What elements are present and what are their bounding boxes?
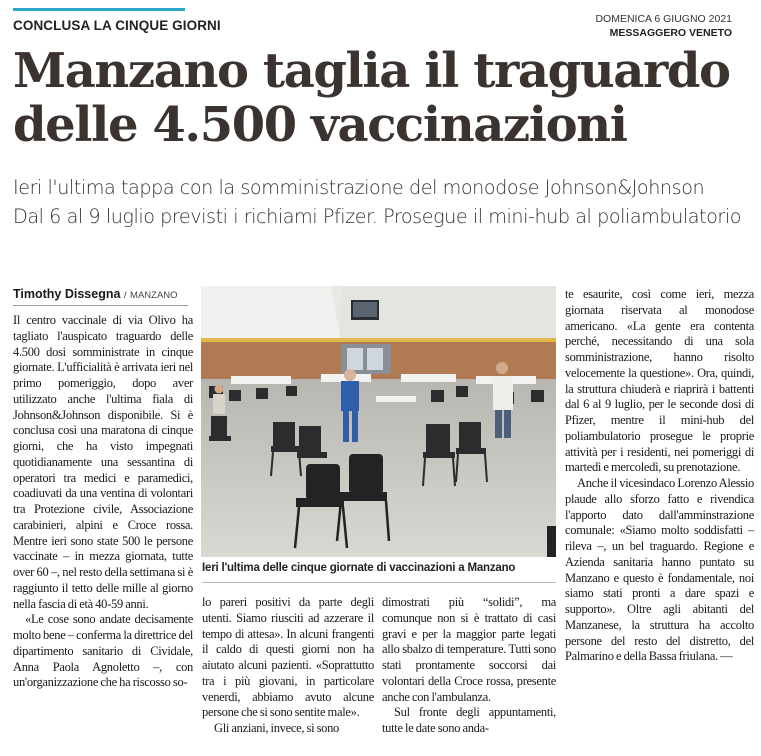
paragraph: dimostrati più “solidi”, ma comunque non si è trattato di casi gravi e per la maggior parte legati allo sbalzo di temperature. Tutti sono stati prontamente soccorsi dai volontari della Croce rossa, presente anche con l'ambulanza. — [382, 595, 556, 704]
kicker: CONCLUSA LA CINQUE GIORNI — [13, 18, 221, 33]
byline-rule — [13, 305, 188, 306]
byline-author: Timothy Dissegna — [13, 287, 121, 301]
headline-line-1: Manzano taglia il traguardo — [13, 43, 730, 99]
article-column-1 — [13, 313, 193, 691]
byline-place: MANZANO — [130, 290, 178, 301]
subheadline-line-1: Ieri l'ultima tappa con la somministrazione del monodose Johnson&Johnson — [13, 176, 705, 199]
paragraph: «Le cose sono andate decisamente molto bene – conferma la direttrice del dipartimento sanitario di Cividale, Anna Paola Agnoletto –, con un'organizzazione che ha riscosso so- — [13, 612, 193, 690]
paragraph: Il centro vaccinale di via Olivo ha tagliato l'auspicato traguardo delle 4.500 dosi somministrate in cinque giornate. L'ufficialità è arrivata ieri nel primo pomeriggio, dopo aver utilizzato anche l'ultima fiala di Johnson&Johnson disponibile. Si è conclusa così una maratona di cinque giorni, che ha visto impegnati quotidianamente una sessantina di operatori tra medici e paramedici, coadiuvati da una ventina di volontari tra Protezione civile, Associazione carabinieri, alpini e Croce rossa. Mentre ieri sono state 500 le persone vaccinate – in mezza giornata, tutte over 60 –, nel resto della settimana si è raggiunto il tetto delle mille al giorno nella fascia di età 40-59 anni. — [13, 313, 193, 611]
byline-separator: / — [123, 290, 127, 301]
caption-rule — [202, 582, 556, 583]
subheadline — [13, 173, 761, 231]
headline-line-2: delle 4.500 vaccinazioni — [13, 97, 627, 153]
vaccination-hall-photo — [201, 286, 556, 557]
issue-date: DOMENICA 6 GIUGNO 2021 — [595, 13, 732, 25]
dateline — [595, 12, 732, 40]
paragraph: Anche il vicesindaco Lorenzo Alessio plaude allo sforzo fatto e rivendica l'apporto dato dall'amminstrazione comunale: «Siamo molto soddisfatti – rileva –, un bel traguardo. Regione e Azienda sanitaria hanno puntato su Manzano e questo è fondamentale, noi siamo stati pronti a dare spazi e supporto». Oltre agli abitanti del Manzanese, la struttura ha accolto persone del resto del distretto, del Palmarino e della Bassa friulana. — — [565, 476, 754, 664]
photo-caption: Ieri l'ultima delle cinque giornate di vaccinazioni a Manzano — [202, 562, 516, 574]
newspaper-name: MESSAGGERO VENETO — [609, 27, 732, 39]
article-column-4 — [565, 287, 754, 665]
article-photo — [201, 286, 556, 557]
subheadline-line-2: Dal 6 al 9 luglio previsti i richiami Pfizer. Prosegue il mini-hub al poliambulatorio — [13, 205, 742, 228]
article-column-2 — [202, 595, 374, 737]
headline — [13, 44, 753, 152]
kicker-accent-bar — [13, 8, 185, 11]
paragraph: Gli anziani, invece, si sono — [214, 721, 339, 735]
byline — [13, 287, 193, 301]
article-column-3 — [382, 595, 556, 737]
paragraph: te esaurite, così come ieri, mezza giornata riservata al monodose americano. «La gente era contenta perché, necessitando di una sola somministrazione, hanno risolto velocemente la questione». Ora, quindi, la struttura chiuderà e riaprirà i battenti dal 6 al 9 luglio, per le seconde dosi di Pfizer, mentre il mini-hub del poliambulatorio prosegue le proprie attività per i residenti, nei pomeriggi di martedì e mercoledì, su prenotazione. — [565, 287, 754, 475]
paragraph: lo pareri positivi da parte degli utenti. Siamo riusciti ad azzerare il tempo di attesa». In alcuni frangenti il caldo di questi giorni non ha aiutato alcuni pazienti. «Soprattutto tra i più giovani, in particolare venerdì, abbiamo avuto alcune persone che si sono sentite male». — [202, 595, 374, 720]
paragraph: Sul fronte degli appuntamenti, tutte le date sono anda- — [382, 705, 556, 735]
